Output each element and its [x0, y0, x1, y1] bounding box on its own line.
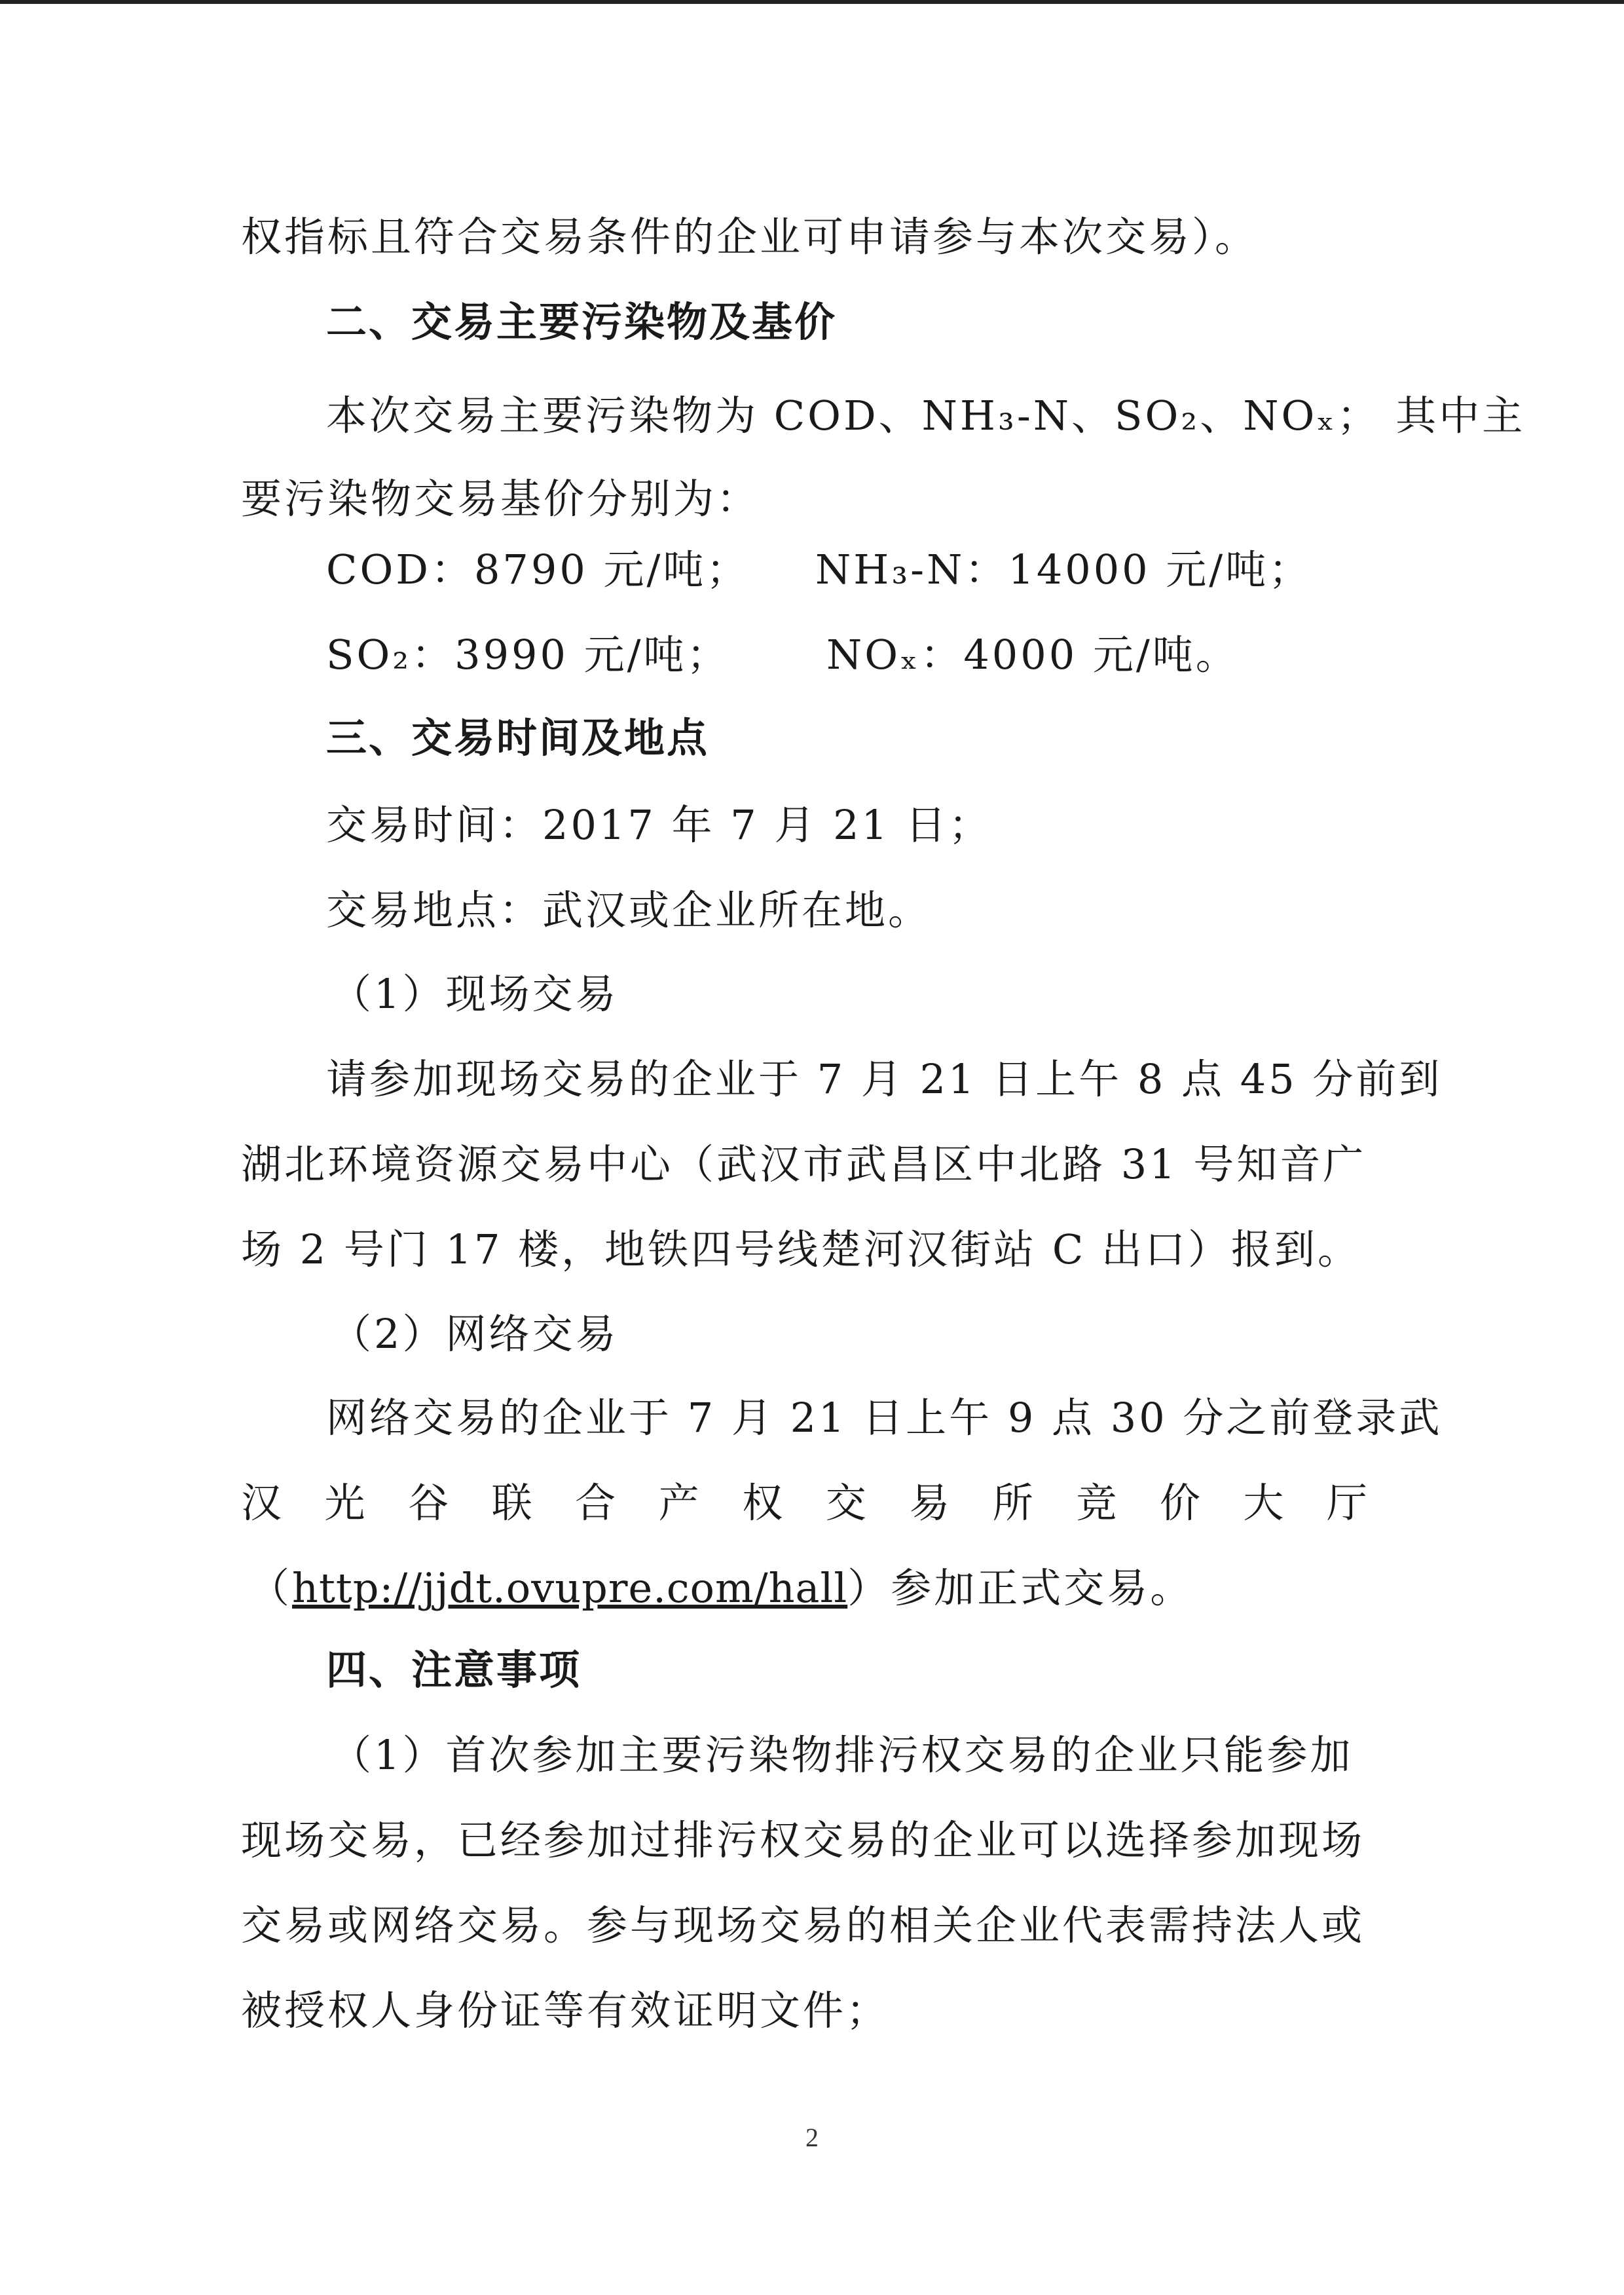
char: 易 [909, 1479, 950, 1527]
paren-close-text: ）参加正式交易。 [847, 1564, 1194, 1612]
char: 大 [1243, 1479, 1284, 1527]
paragraph-line: 场 2 号门 17 楼，地铁四号线楚河汉街站 C 出口）报到。 [241, 1225, 1361, 1273]
paragraph-line [249, 1562, 1193, 1614]
paragraph-line-justified [241, 1477, 1367, 1529]
section-heading-4: 四、注意事项 [326, 1646, 582, 1694]
char: 竞 [1076, 1479, 1117, 1527]
paragraph-line: 交易或网络交易。参与现场交易的相关企业代表需持法人或 [241, 1901, 1365, 1949]
trade-time: 交易时间：2017 年 7 月 21 日； [326, 801, 992, 849]
char: 联 [491, 1479, 532, 1527]
paragraph-line: 本次交易主要污染物为 COD、NH₃-N、SO₂、NOₓ； 其中主 [326, 392, 1526, 439]
char: 汉 [241, 1479, 282, 1527]
paragraph-line: 权指标且符合交易条件的企业可申请参与本次交易）。 [241, 213, 1259, 261]
subheading-online: （2）网络交易 [331, 1310, 619, 1358]
char: 合 [575, 1479, 616, 1527]
char: 价 [1159, 1479, 1200, 1527]
paren-open: （ [249, 1564, 293, 1612]
section-heading-2: 二、交易主要污染物及基价 [326, 298, 838, 346]
paragraph-line: 要污染物交易基价分别为： [241, 475, 760, 523]
paragraph-line: （1）首次参加主要污染物排污权交易的企业只能参加 [331, 1731, 1354, 1779]
char: 产 [658, 1479, 699, 1527]
paragraph-line: 湖北环境资源交易中心（武汉市武昌区中北路 31 号知音广 [241, 1140, 1367, 1188]
price-cod: COD：8790 元/吨； [326, 546, 750, 593]
price-nh3n: NH₃-N：14000 元/吨； [815, 546, 1312, 593]
subheading-onsite: （1）现场交易 [331, 970, 619, 1018]
char: 厅 [1326, 1479, 1367, 1527]
paragraph-line: 被授权人身份证等有效证明文件； [241, 1987, 890, 2034]
paragraph-line: 网络交易的企业于 7 月 21 日上午 9 点 30 分之前登录武 [326, 1394, 1443, 1442]
page-number: 2 [805, 2123, 819, 2152]
char: 交 [825, 1479, 866, 1527]
scan-top-edge [0, 0, 1624, 4]
trade-place: 交易地点：武汉或企业所在地。 [326, 886, 932, 934]
char: 光 [324, 1479, 365, 1527]
section-heading-3: 三、交易时间及地点 [326, 714, 710, 762]
paragraph-line: 现场交易，已经参加过排污权交易的企业可以选择参加现场 [241, 1816, 1365, 1864]
char: 谷 [408, 1479, 449, 1527]
char: 所 [992, 1479, 1033, 1527]
hall-url-link[interactable]: http://jjdt.ovupre.com/hall [292, 1564, 848, 1612]
price-nox: NOₓ：4000 元/吨。 [826, 631, 1239, 679]
char: 权 [742, 1479, 783, 1527]
price-so2: SO₂：3990 元/吨； [326, 631, 730, 679]
paragraph-line: 请参加现场交易的企业于 7 月 21 日上午 8 点 45 分前到 [326, 1055, 1443, 1103]
